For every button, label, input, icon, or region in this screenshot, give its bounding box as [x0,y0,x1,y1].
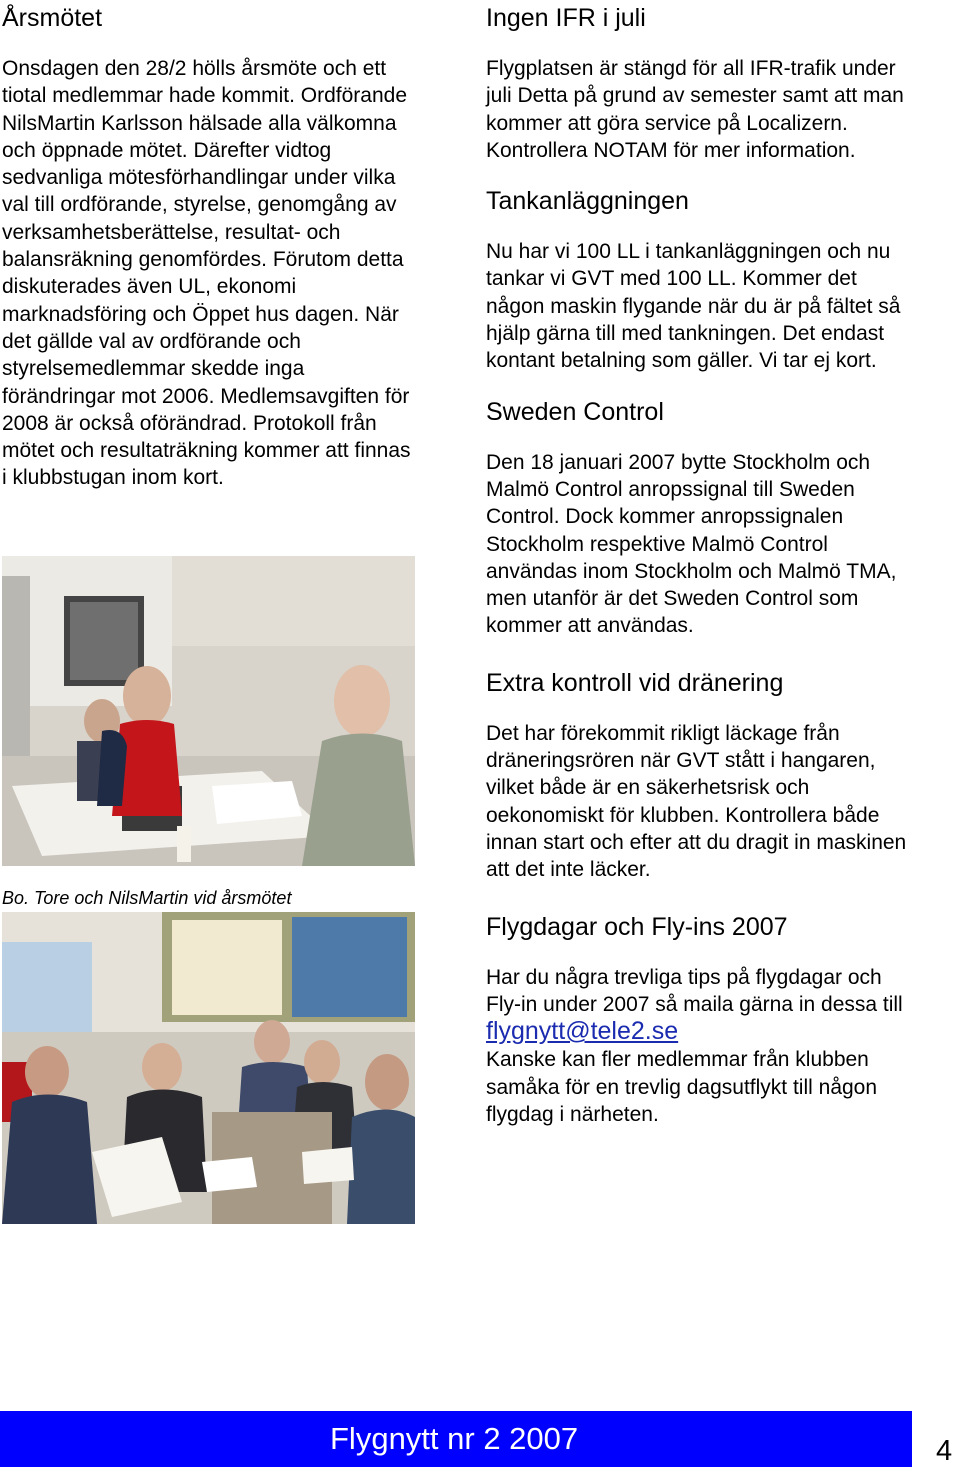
arsmotet-heading: Årsmötet [2,4,103,32]
flygdagar-heading: Flygdagar och Fly-ins 2007 [486,912,788,941]
ifr-heading: Ingen IFR i juli [486,4,646,32]
photo-caption: Bo. Tore och NilsMartin vid årsmötet [2,888,292,908]
flygdagar-body-post: Kanske kan fler medlemmar från klubben samåka för en trevlig dagsutflykt till någon flygdag i närheten. [486,1048,878,1127]
meeting-photo-2 [2,912,415,1224]
ifr-body: Flygplatsen är stängd för all IFR-trafik under juli Detta på grund av semester samt att man kommer att göra service på Localizern. Kontrollera NOTAM för mer information. [486,57,904,162]
tank-heading: Tankanläggningen [486,187,689,216]
flygdagar-body [486,964,916,1129]
dranering-heading: Extra kontroll vid dränering [486,668,784,697]
footer-bar [0,1411,912,1467]
meeting-photo-1 [2,556,415,866]
arsmotet-body: Onsdagen den 28/2 hölls årsmöte och ett tiotal medlemmar hade kommit. Ordförande NilsMartin Karlsson hälsade alla välkomna och öppnade mötet. Därefter vidtog sedvanliga mötesförhandlingar under vilka val till ordförande, styrelse, genomgång av verksamhetsberättelse, resultat- och balansräkning genomfördes. Förutom detta diskuterades även UL, ekonomi marknadsföring och Öppet hus dagen. När det gällde val av ordförande och styrelsemedlemmar skedde inga förändringar mot 2006. Medlemsavgiften för 2008 är också oförändrad. Protokoll från mötet och resultaträkning kommer att finnas i klubbstugan inom kort. [2,57,411,490]
page-number: 4 [936,1435,953,1467]
email-link[interactable]: flygnytt@tele2.se [486,1017,679,1046]
sweden-control-body: Den 18 januari 2007 bytte Stockholm och Malmö Control anropssignal till Sweden Control. Dock kommer anropssignalen Stockholm respektive Malmö Control användas inom Stockholm och Malmö TMA, men utanför är det Sweden Control som kommer att användas. [486,450,897,638]
flygdagar-body-pre: Har du några trevliga tips på flygdagar och Fly-in under 2007 så maila gärna in dessa till [486,965,903,1016]
dranering-body: Det har förekommit rikligt läckage från dräneringsrören när GVT stått i hangaren, vilket både är en säkerhetsrisk och oekonomiskt för klubben. Kontrollera både innan start och efter att du dragit in maskinen att det inte läcker. [486,721,907,882]
sweden-control-heading: Sweden Control [486,397,664,426]
tank-body: Nu har vi 100 LL i tankanläggningen och nu tankar vi GVT med 100 LL. Kommer det någon maskin flygande när du är på fältet så hjälp gärna till med tankningen. Det endast kontant betalning som gäller. Vi tar ej kort. [486,240,901,373]
left-column [2,0,412,492]
footer-title: Flygnytt nr 2 2007 [330,1421,579,1456]
right-column [486,0,916,1128]
